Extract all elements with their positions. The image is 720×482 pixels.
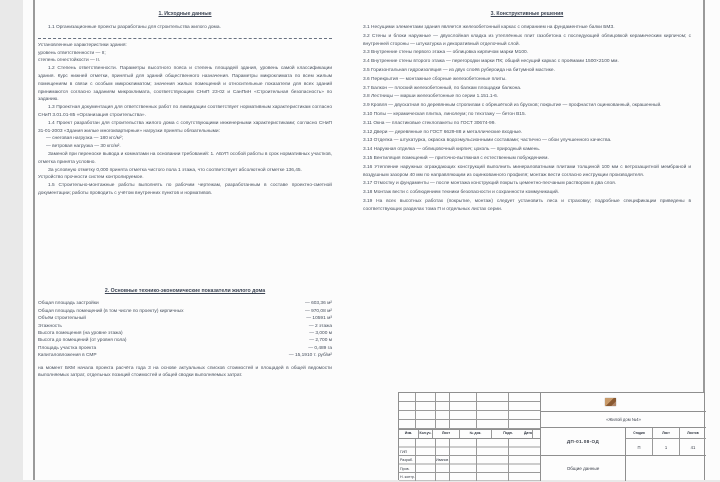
role-label: Разраб. <box>400 458 413 462</box>
indicator-value: — 603,36 м² <box>304 301 332 307</box>
indicator-rows <box>38 300 332 359</box>
indicator-label: Капиталовложения в СМР <box>38 353 97 359</box>
indicator-row <box>38 323 332 330</box>
indicator-row <box>38 337 332 344</box>
role-name: Иванов <box>436 458 449 462</box>
paragraph: 1.2 Степень ответственности. Параметры высотного пояса и степень площадей здания, уровень самой классификации здания. Курс нижней отметки, принятый для зданий общественного назначения. Параметры микроклимата по всем жилым помещениям в связи с особым микроклиматом; значения жилых помещений и относительные показатели для всех зданий принимаются согласно заданиям микроклимата, соответствующим СНиП 23-02 и СанПиН «Строительная безопасность» по заданию. <box>38 66 332 103</box>
indicator-row <box>38 345 332 352</box>
paragraph: — ветровая нагрузка — 30 кгс/м². <box>46 144 121 150</box>
paragraph: уровень ответственности — II; <box>38 50 106 56</box>
indicator-value: — 0,489 га <box>308 345 332 351</box>
company-name: «Жилой дом №4» <box>541 412 706 428</box>
paragraph: 3.10 Полы — керамическая плитка, линолеум; по техэтажу — бетон В15. <box>363 111 526 117</box>
paragraph: 3.11 Окна — пластиковые стеклопакеты по ГОСТ 30674-99. <box>363 120 496 126</box>
indicator-row <box>38 315 332 322</box>
section2-note: на момент БКМ начала проекта расчёта года 3 на основе актуальных списков стоимостей и площадей в общей ведомости выполняемых затрат, отдельных позиций стоимостей и общей сводки выполняемых затрат. <box>38 365 332 379</box>
role-label <box>399 439 436 448</box>
right-column <box>363 10 691 215</box>
signature-header-cell: Дата <box>524 430 533 438</box>
role-row <box>399 456 540 465</box>
role-name <box>436 439 477 448</box>
signature-grid <box>399 393 541 481</box>
paragraph: 3.17 Отмостку и фундаменты — после монтажа конструкций покрыть цементно-песчаным раствором в два слоя. <box>363 181 617 187</box>
role-name <box>436 465 477 474</box>
indicator-label: Площадь участка проекта <box>38 345 97 351</box>
indicator-row <box>38 352 332 359</box>
paragraph: 3.15 Вентиляция помещений — приточно-вытяжная с естественным побуждением. <box>363 155 549 161</box>
role-rows <box>399 439 540 481</box>
sheets-value: 41 <box>690 444 696 450</box>
paragraph: Заменой при переноске вывода и комнатами на основании требований: 1. АБУП особой работы в срок нормативных участков, отметка принята условно. <box>38 151 332 165</box>
signature-header-cell: Изм. <box>399 430 419 438</box>
sheet-title-row <box>541 455 706 481</box>
revision-rows <box>399 393 540 429</box>
signature-header-cell: Лист <box>433 430 460 438</box>
indicator-label: Высота до помещений (от уровня пола) <box>38 338 127 344</box>
stage-sheet-headers <box>626 428 706 439</box>
paragraph: 3.3 Внутренние стены первого этажа — облицовка кирпичом марки М100. <box>363 50 529 56</box>
indicator-value: — 2 этажа <box>308 323 332 329</box>
role-label: Пров. <box>400 466 410 471</box>
paragraph <box>38 38 332 39</box>
paragraph: 3.14 Наружная отделка — облицовочный кирпич; цоколь — природный камень. <box>363 147 541 153</box>
indicator-label: Общая площадь застройки <box>38 301 99 307</box>
paragraph: 3.4 Внутренние стены второго этажа — перегородки марки ПК; общий несущий каркас с проёмами 1500×2100 мм. <box>363 59 619 65</box>
sheet-title: Общие данные <box>541 456 626 481</box>
paragraph: 1.5 Строительно-монтажные работы выполнять по рабочим чертежам, разработанным в составе проектно-сметной документации; работы проводить с учётом внутренних пунктов и нормативов. <box>38 183 332 196</box>
paragraph: 3.19 На всех высотных работах (покрытие, монтаж) следует установить леса и страховку; подробные спецификации приведены в соответствующих разделах тома П и отдельных листах серии. <box>363 198 691 212</box>
role-label: Н. контр. <box>400 475 415 479</box>
role-row <box>399 439 540 448</box>
indicator-label: Общая площадь помещений (в том числе по проекту) кирпичных <box>38 308 184 314</box>
role-name <box>436 448 477 457</box>
role-label: ГИП <box>400 449 408 454</box>
indicator-value: — 970,08 м² <box>304 308 332 314</box>
paragraph: 3.5 Горизонтальная гидроизоляция — из двух слоёв рубероида на битумной мастике. <box>363 67 555 73</box>
page-frame-line-left <box>33 0 35 480</box>
document-code: ДП-01.08-ОД <box>541 428 626 455</box>
paragraph: 3.13 Отделка — штукатурка, окраска водоэмульсионными составами; частично — обои улучшенного качества. <box>363 138 612 144</box>
indicator-label: Высота помещения (на уровне этажа) <box>38 331 123 337</box>
stage-label: Стадия <box>626 428 653 438</box>
section1-paragraphs <box>38 24 332 198</box>
paragraph: 3.16 Утепление наружных ограждающих конструкций выполнить минераловатными плитами толщиной 100 мм с ветрозащитной мембраной и воздушным зазором 40 мм по направляющим из оцинкованного профиля; монтаж вести согласно инструкции производителя. <box>363 164 691 178</box>
section2-heading: 2. Основные технико-экономические показатели жилого дома <box>104 288 266 294</box>
stage-sheet-values <box>626 439 706 455</box>
indicator-row <box>38 330 332 337</box>
stage-sheet-columns <box>626 428 706 455</box>
indicator-row <box>38 300 332 307</box>
signature-header-row <box>399 429 540 439</box>
paragraph: 3.6 Перекрытия — монтажные сборные железобетонные плиты. <box>363 76 507 82</box>
indicator-row <box>38 308 332 315</box>
document-designation-row <box>541 428 706 455</box>
role-name <box>436 473 477 482</box>
sheet-label: Лист <box>653 428 680 438</box>
paragraph: 1.1 Организационные проекты разработаны для строительства жилого дома. <box>48 25 221 30</box>
signature-header-cell: Кол.уч. <box>419 430 433 438</box>
paragraph: 3.8 Лестницы — марши железобетонные по серии 1.151.1-6. <box>363 94 499 100</box>
indicator-value: — 2,700 м <box>309 338 332 344</box>
company-logo-icon <box>605 398 616 406</box>
indicator-label: Объём строительный <box>38 316 86 322</box>
indicator-value: — 15,1910 т. руб/м² <box>288 353 332 359</box>
section3-paragraphs <box>363 24 691 214</box>
paragraph: 3.12 Двери — деревянные по ГОСТ 6629-88 и металлические входные. <box>363 129 523 135</box>
section3-heading: 3. Конструктивные решения <box>490 11 564 17</box>
indicator-label: Этажность <box>38 323 62 329</box>
stage-value: П <box>626 439 653 455</box>
logo-cell <box>541 393 706 412</box>
role-row <box>399 448 540 457</box>
organization-cell <box>626 456 706 481</box>
left-column <box>38 10 332 198</box>
sheet-value: 1 <box>653 439 680 455</box>
paragraph: Установленные характеристики здания: <box>38 42 127 48</box>
paragraph: 3.9 Кровля — двускатная по деревянным стропилам с обрешёткой из брусков; покрытие — профнастил оцинкованный, окрашенный. <box>363 103 662 109</box>
signature-header-cell: Подп. <box>503 431 513 436</box>
title-block-right <box>541 393 706 481</box>
paragraph: Устройство прочности систем контролируемое. <box>38 175 144 181</box>
paragraph: 3.18 Монтаж вести с соблюдением техники безопасности и сохранности коммуникаций. <box>363 190 560 196</box>
sheets-label: Листов <box>687 431 699 435</box>
indicator-value: — 10591 м³ <box>306 316 332 322</box>
paragraph: степень огнестойкости — II. <box>38 58 101 64</box>
paragraph: 1.4 Проект разработан для строительства жилого дома с сопутствующими инженерными характеристиками; согласно СНиП 31-01-2003 «Здания жилые многоквартирные» нагрузки приняты обязательными: <box>38 120 332 134</box>
paragraph: 3.1 Несущими элементами здания является железобетонный каркас с опиранием на фундаментные балки БМЗ. <box>363 25 615 30</box>
section2-indicators <box>38 288 332 384</box>
paragraph: За условную отметку 0,000 принята отметка чистого пола 1 этажа, что соответствует абсолютной отметке 136,45. <box>48 167 302 173</box>
title-block <box>398 392 705 480</box>
paragraph: 3.7 Балкон — плоский железобетонный, по балкам площадки балкона. <box>363 85 522 91</box>
role-row <box>399 473 540 482</box>
paragraph: — снеговая нагрузка — 180 кгс/м²; <box>46 136 123 142</box>
paragraph: 3.2 Стены и блоки наружные — двухслойная кладка из утеплённых плит газобетона с последующей облицовкой керамическим кирпичом; с внутренней стороны — штукатурка и декоративный отделочный слой. <box>363 33 691 47</box>
indicator-value: — 3,000 м <box>309 331 332 337</box>
section1-heading: 1. Исходные данные <box>158 11 212 17</box>
signature-header-cell: № док. <box>460 430 492 438</box>
paragraph: 1.3 Проектная документация для ответственных работ по ликвидации соответствует нормативным характеристикам согласно СНиП 3.01.01-85 «Организация строительства». <box>38 105 332 118</box>
role-row <box>399 465 540 474</box>
